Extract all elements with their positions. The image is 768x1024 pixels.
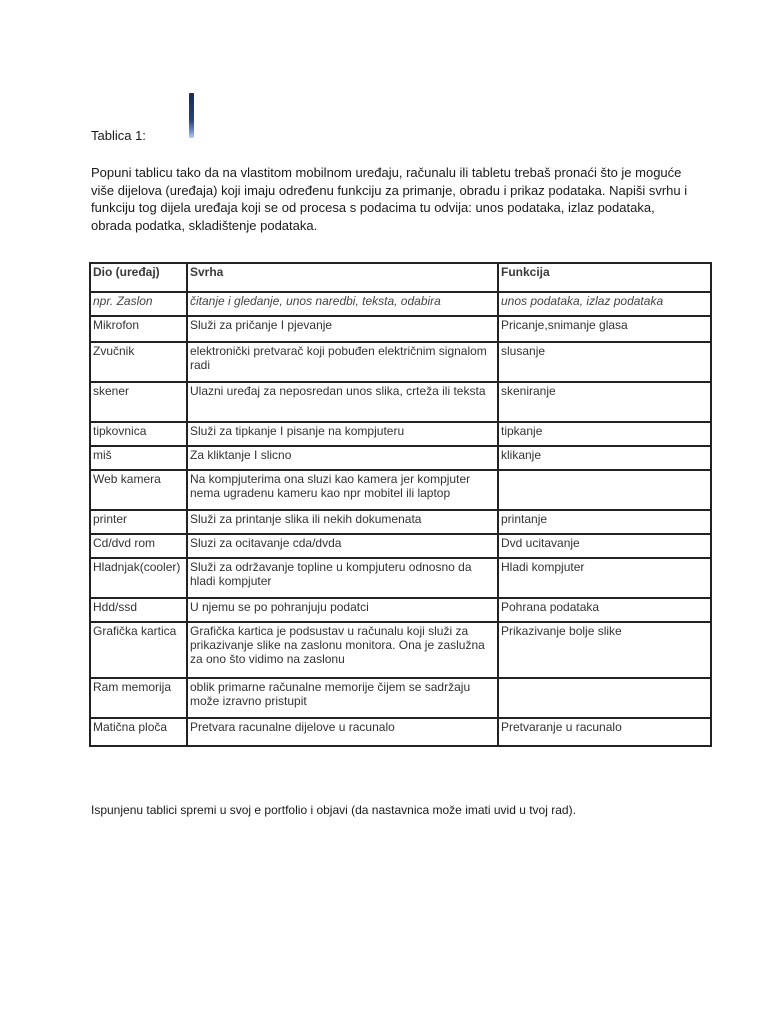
table-cell: oblik primarne računalne memorije čijem se sadržaju može izravno pristupit [188, 679, 499, 719]
table-cell: Zvučnik [91, 343, 188, 383]
table-cell: Služi za tipkanje I pisanje na kompjuteru [188, 423, 499, 447]
table-row [91, 535, 710, 559]
devices-table [89, 262, 712, 747]
table-row [91, 599, 710, 623]
table-cell: Na kompjuterima ona sluzi kao kamera jer kompjuter nema ugradenu kameru kao npr mobitel ili laptop [188, 471, 499, 511]
table-cell: Prikazivanje bolje slike [499, 623, 710, 679]
table-cell: elektronički pretvarač koji pobuđen električnim signalom radi [188, 343, 499, 383]
table-cell [499, 679, 710, 719]
table-cell: printanje [499, 511, 710, 535]
table-row [91, 559, 710, 599]
instructions-paragraph: Popuni tablicu tako da na vlastitom mobilnom uređaju, računalu ili tabletu trebaš pronaći što je moguće više dijelova (uređaja) koji imaju određenu funkciju za primanje, obradu i prikaz podataka. Napiši svrhu i funkciju tog dijela uređaja koji se od procesa s podacima tu odvija: unos podataka, izlaz podataka, obrada podatka, skladištenje podataka. [91, 165, 688, 233]
table-cell: Dvd ucitavanje [499, 535, 710, 559]
table-header-row [91, 264, 710, 293]
table-row [91, 317, 710, 343]
table-cell: skener [91, 383, 188, 423]
table-row [91, 719, 710, 745]
table-cell: skeniranje [499, 383, 710, 423]
header-cell: Funkcija [499, 264, 710, 293]
table-cell: Pretvaranje u racunalo [499, 719, 710, 745]
table-cell: Matična ploča [91, 719, 188, 745]
table-cell: Grafička kartica [91, 623, 188, 679]
table-cell: čitanje i gledanje, unos naredbi, teksta, odabira [188, 293, 499, 317]
table-cell: klikanje [499, 447, 710, 471]
footer-note: Ispunjenu tablici spremi u svoj e portfolio i objavi (da nastavnica može imati uvid u tvoj rad). [91, 803, 576, 817]
table-row [91, 471, 710, 511]
table-cell: unos podataka, izlaz podataka [499, 293, 710, 317]
table-cell: Hladi kompjuter [499, 559, 710, 599]
table-cell: Pohrana podataka [499, 599, 710, 623]
table-row [91, 447, 710, 471]
header-cell: Dio (uređaj) [91, 264, 188, 293]
table-cell: Web kamera [91, 471, 188, 511]
table-cell: Sluzi za ocitavanje cda/dvda [188, 535, 499, 559]
table-cell: npr. Zaslon [91, 293, 188, 317]
table-cell: Mikrofon [91, 317, 188, 343]
table-cell: Hdd/ssd [91, 599, 188, 623]
table-cell: Pretvara racunalne dijelove u racunalo [188, 719, 499, 745]
table-cell: Za kliktanje I slicno [188, 447, 499, 471]
table-cell: Ulazni uređaj za neposredan unos slika, crteža ili teksta [188, 383, 499, 423]
table-row [91, 511, 710, 535]
header-cell: Svrha [188, 264, 499, 293]
table-cell: Cd/dvd rom [91, 535, 188, 559]
table-cell: Služi za održavanje topline u kompjuteru odnosno da hladi kompjuter [188, 559, 499, 599]
table-row [91, 343, 710, 383]
table-cell: tipkanje [499, 423, 710, 447]
table-cell: Grafička kartica je podsustav u računalu koji služi za prikazivanje slike na zaslonu monitora. Ona je zaslužna za ono što vidimo na zaslonu [188, 623, 499, 679]
text-cursor-icon [189, 93, 194, 138]
table-row [91, 679, 710, 719]
table-cell: miš [91, 447, 188, 471]
table-row [91, 383, 710, 423]
table-cell: tipkovnica [91, 423, 188, 447]
table-row [91, 293, 710, 317]
table-cell: slusanje [499, 343, 710, 383]
table-cell: Pricanje,snimanje glasa [499, 317, 710, 343]
table-cell: printer [91, 511, 188, 535]
table-cell: Hladnjak(cooler) [91, 559, 188, 599]
table-cell: Ram memorija [91, 679, 188, 719]
table-cell [499, 471, 710, 511]
table-cell: U njemu se po pohranjuju podatci [188, 599, 499, 623]
table-caption: Tablica 1: [91, 128, 146, 143]
table-row [91, 623, 710, 679]
table-row [91, 423, 710, 447]
table-cell: Služi za printanje slika ili nekih dokumenata [188, 511, 499, 535]
table-cell: Služi za pričanje I pjevanje [188, 317, 499, 343]
